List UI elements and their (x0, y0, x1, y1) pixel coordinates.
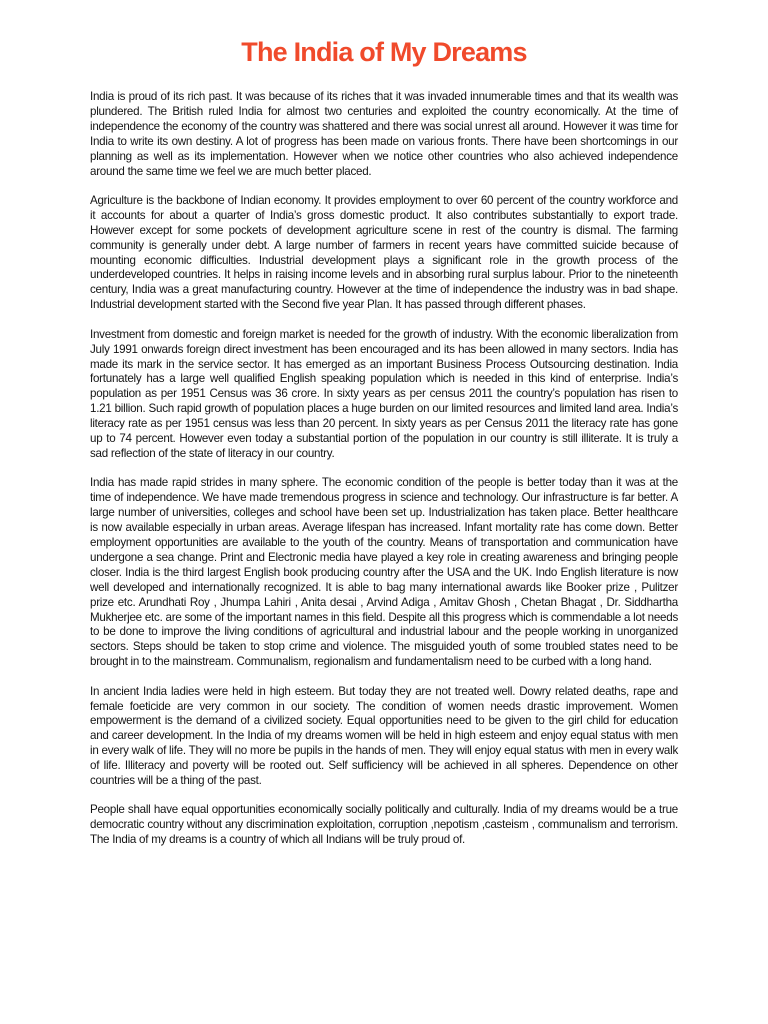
paragraph-rich-past: India is proud of its rich past. It was because of its riches that it was invaded innumerable times and that its wealth was plundered. The British ruled India for almost two centuries and exploited the country economically. At the time of independence the economy of the country was shattered and there was social unrest all around. However it was time for India to write its own destiny. A lot of progress has been made on various fronts. There have been shortcomings in our planning as well as its implementation. However when we notice other countries who also achieved independence around the same time we feel we are much better placed. (90, 90, 678, 178)
document-title: The India of My Dreams (241, 37, 527, 67)
paragraph-women: In ancient India ladies were held in high esteem. But today they are not treated well. Dowry related deaths, rape and female foeticide are very common in our society. The condition of women needs drastic improvement. Women empowerment is the demand of a civilized society. Equal opportunities need to be given to the girl child for education and career development. In the India of my dreams women will be held in high esteem and enjoy equal status with men in every walk of life. They will no more be pupils in the hands of men. They will enjoy equal status with men in every walk of life. Illiteracy and poverty will be rooted out. Self sufficiency will be achieved in all spheres. Dependence on other countries will be a thing of the past. (90, 684, 678, 788)
paragraph-investment: Investment from domestic and foreign market is needed for the growth of industry. With the economic liberalization from July 1991 onwards foreign direct investment has been encouraged and its has been allowed in many sectors. India has made its mark in the service sector. It has emerged as an important Business Process Outsourcing destination. India fortunately has a large well qualified English speaking population which is needed in this kind of enterprise. India’s population as per 1951 Census was 36 crore. In sixty years as per census 2011 the country’s population has risen to 1.21 billion. Such rapid growth of population places a huge burden on our limited resources and limited land area. India’s literacy rate as per 1951 census was less than 20 percent. In sixty years as per Census 2011 the literacy rate has gone up to 74 percent. However even today a substantial portion of the population in our country is still illiterate. It is truly a sad reflection of the state of literacy in our country. (90, 327, 678, 460)
paragraph-equal-opportunities: People shall have equal opportunities economically socially politically and culturally. India of my dreams would be a true democratic country without any discrimination exploitation, corruption ,nepotism ,casteism , communalism and terrorism. The India of my dreams is a country of which all Indians will be truly proud of. (90, 803, 678, 847)
paragraph-progress: India has made rapid strides in many sphere. The economic condition of the people is better today than it was at the time of independence. We have made tremendous progress in science and technology. Our infrastructure is far better. A large number of universities, colleges and school have been set up. Industrialization has taken place. Better healthcare is now available especially in urban areas. Average lifespan has increased. Infant mortality rate has come down. Better employment opportunities are available to the youth of the country. Means of transportation and communication have undergone a sea change. Print and Electronic media have played a key role in creating awareness and bringing people closer. India is the third largest English book producing country after the USA and the UK. Indo English literature is now well developed and internationally recognized. It is able to bag many international awards like Booker prize , Pulitzer prize etc. Arundhati Roy , Jhumpa Lahiri , Anita desai , Arvind Adiga , Amitav Ghosh , Chetan Bhagat , Dr. Siddhartha Mukherjee etc. are some of the important names in this field. Despite all this progress which is commendable a lot needs to be done to improve the living conditions of agricultural and industrial labour and the people working in unorganized sectors. Steps should be taken to stop crime and violence. The misguided youth of some troubled states need to be brought in to the mainstream. Communalism, regionalism and fundamentalism need to be curbed with a long hand. (90, 476, 678, 669)
paragraph-agriculture: Agriculture is the backbone of Indian economy. It provides employment to over 60 percent of the country workforce and it accounts for about a quarter of India’s gross domestic product. It also contributes substantially to export trade. However except for some pockets of development agriculture scene in rest of the country is dismal. The farming community is generally under debt. A large number of farmers in recent years have committed suicide because of mounting economic difficulties. Industrial development plays a significant role in the growth process of the underdeveloped countries. It helps in raising income levels and in absorbing rural surplus labour. Prior to the nineteenth century, India was a great manufacturing country. However at the time of independence the industry was in bad shape. Industrial development started with the Second five year Plan. It has passed through different phases. (90, 193, 678, 312)
document-body (90, 90, 678, 848)
